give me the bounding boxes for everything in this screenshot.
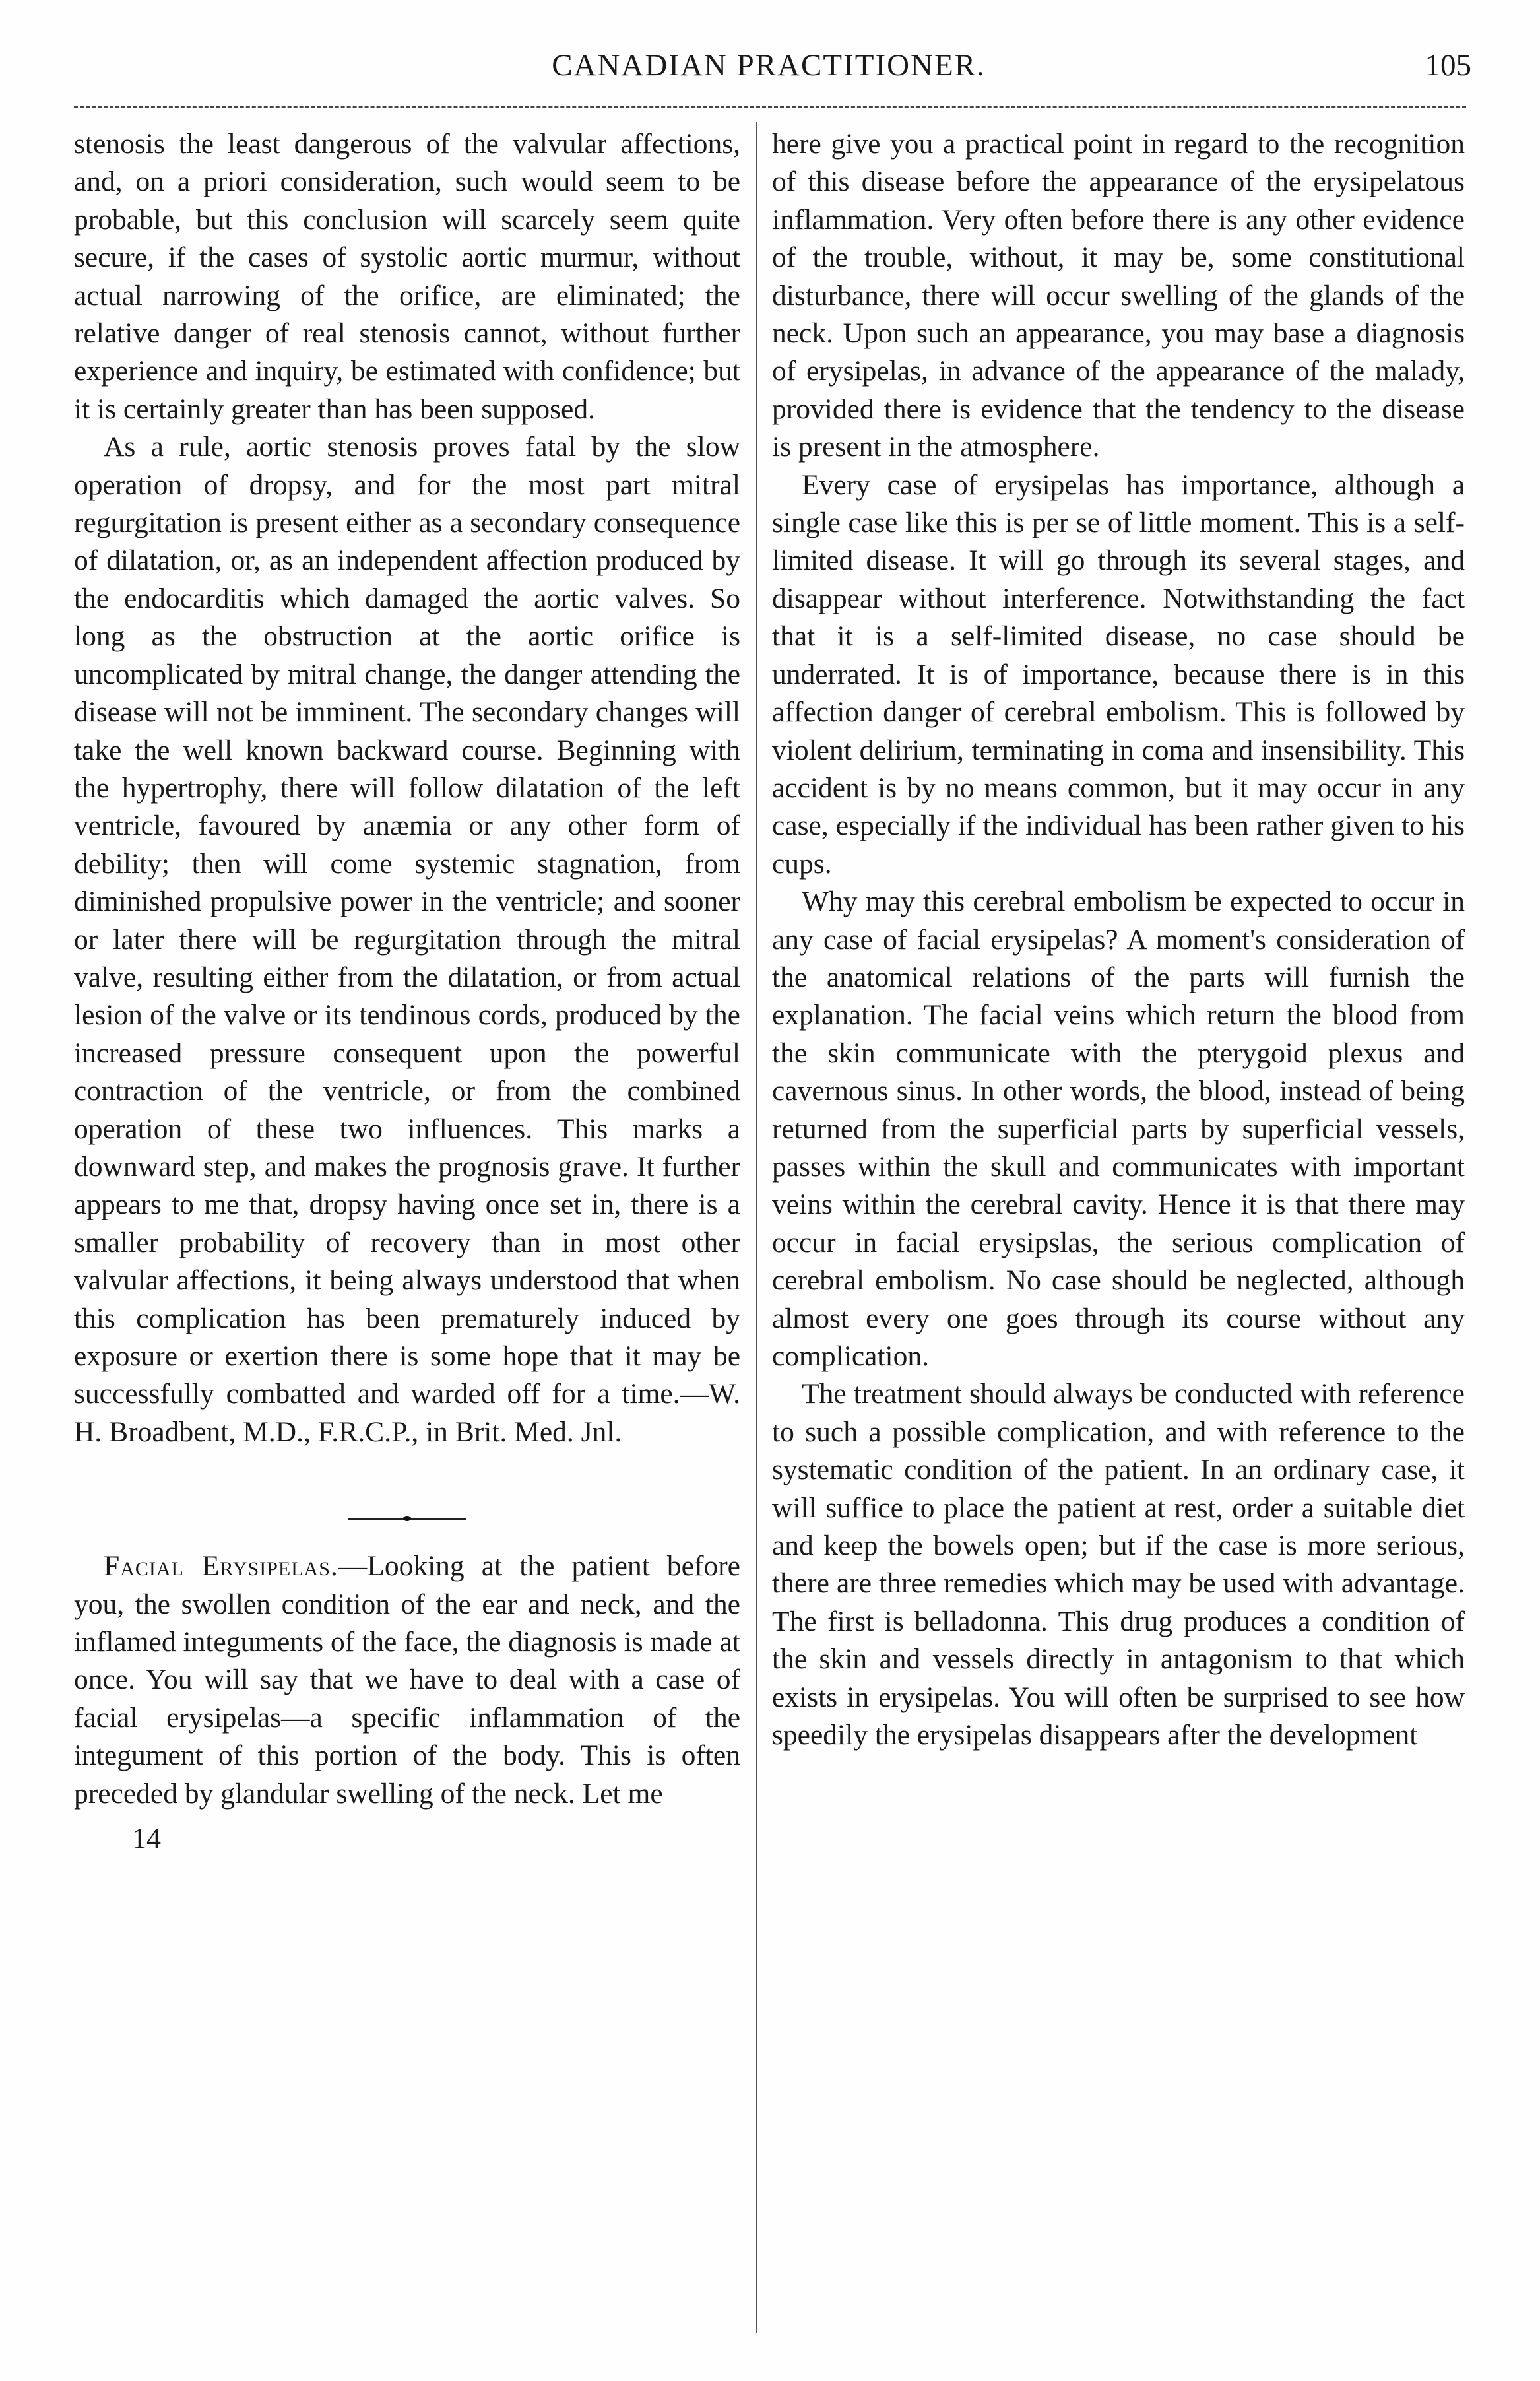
page-number: 105 bbox=[1425, 48, 1471, 82]
paragraph-diagnosis-point: here give you a practical point in regard to the recognition of this disease before the appearance of the erysipelatous inflammation. Very often before there is any other evidence of the trouble, without, it may be, some constitutional disturbance, there will occur swelling of the glands of the neck. Upon such an appearance, you may base a diagnosis of erysipelas, in advance of the appearance of the malady, provided there is evidence that the tendency to the disease is present in the atmosphere. bbox=[772, 128, 1465, 463]
journal-title: CANADIAN PRACTITIONER. bbox=[552, 48, 986, 82]
right-column bbox=[772, 125, 1465, 2356]
section-divider bbox=[74, 1497, 740, 1504]
paragraph-self-limited: Every case of erysipelas has importance, although a single case like this is per se of little moment. This is a self-limited disease. It will go through its several stages, and disappear without interference. Notwithstanding the fact that it is a self-limited disease, no case should be underrated. It is of importance, because there is in this affection danger of cerebral embolism. This is followed by violent delirium, terminating in coma and insensibility. This accident is by no means common, but it may occur in any case, especially if the individual has been rather given to his cups. bbox=[772, 469, 1465, 880]
paragraph-cerebral-embolism: Why may this cerebral embolism be expected to occur in any case of facial erysipelas? A moment's consideration of the anatomical relations of the parts will furnish the explanation. The facial veins which return the blood from the skin communicate with the pterygoid plexus and cavernous sinus. In other words, the blood, instead of being returned from the superficial parts by superficial vessels, passes within the skull and communicates with important veins within the cerebral cavity. Hence it is that there may occur in facial erysipslas, the serious complication of cerebral embolism. No case should be neglected, although almost every one goes through its course without any complication. bbox=[772, 886, 1465, 1372]
paragraph-facial-erysipelas bbox=[74, 1548, 740, 1813]
article-heading: Facial Erysipelas. bbox=[104, 1550, 338, 1582]
running-head bbox=[66, 41, 1471, 94]
divider-rule bbox=[348, 1518, 466, 1520]
paragraph-treatment: The treatment should always be conducted with reference to such a possible complication, and with reference to the systematic condition of the patient. In an ordinary case, it will suffice to place the patient at rest, order a suitable diet and keep the bowels open; but if the case is more serious, there are three remedies which may be used with advantage. The first is belladonna. This drug produces a condition of the skin and vessels directly in antagonism to that which exists in erysipelas. You will often be surprised to see how speedily the erysipelas disappears after the development bbox=[772, 1378, 1465, 1751]
column-divider bbox=[756, 122, 757, 2333]
paragraph-aortic-stenosis: As a rule, aortic stenosis proves fatal by the slow operation of dropsy, and for the most part mitral regurgitation is present either as a secondary consequence of dilatation, or, as an independent affection produced by the endocarditis which damaged the aortic valves. So long as the obstruction at the aortic orifice is uncomplicated by mitral change, the danger attending the disease will not be imminent. The secondary changes will take the well known backward course. Beginning with the hypertrophy, there will follow dilatation of the left ventricle, favoured by anæmia or any other form of debility; then will come systemic stagnation, from diminished propulsive power in the ventricle; and sooner or later there will be regurgitation through the mitral valve, resulting either from the dilatation, or from actual lesion of the valve or its tendinous cords, produced by the increased pressure consequent upon the powerful contraction of the ventricle, or from the combined operation of these two influences. This marks a downward step, and makes the prognosis grave. It further appears to me that, dropsy having once set in, there is a smaller probability of recovery than in most other valvular affections, it being always understood that when this complication has been prematurely induced by exposure or exertion there is some hope that it may be successfully combatted and warded off for a time.—W. H. Broadbent, M.D., F.R.C.P., in Brit. Med. Jnl. bbox=[74, 431, 740, 1448]
left-column bbox=[74, 125, 740, 2356]
article-intro-text: —Looking at the patient before you, the swollen condition of the ear and neck, and the inflamed integuments of the face, the diagnosis is made at once. You will say that we have to deal with a case of facial erysipelas—a specific inflammation of the integument of this portion of the body. This is often preceded by glandular swelling of the neck. Let me bbox=[74, 1550, 740, 1810]
paragraph-stenosis-continued: stenosis the least dangerous of the valvular affections, and, on a priori consideration, such would seem to be probable, but this conclusion will scarcely seem quite secure, if the cases of systolic aortic murmur, without actual narrowing of the orifice, are eliminated; the relative danger of real stenosis cannot, without further experience and inquiry, be estimated with confidence; but it is certainly greater than has been supposed. bbox=[74, 128, 740, 425]
header-rule bbox=[74, 106, 1466, 108]
signature-mark: 14 bbox=[132, 1822, 161, 1855]
divider-ornament bbox=[403, 1516, 411, 1521]
